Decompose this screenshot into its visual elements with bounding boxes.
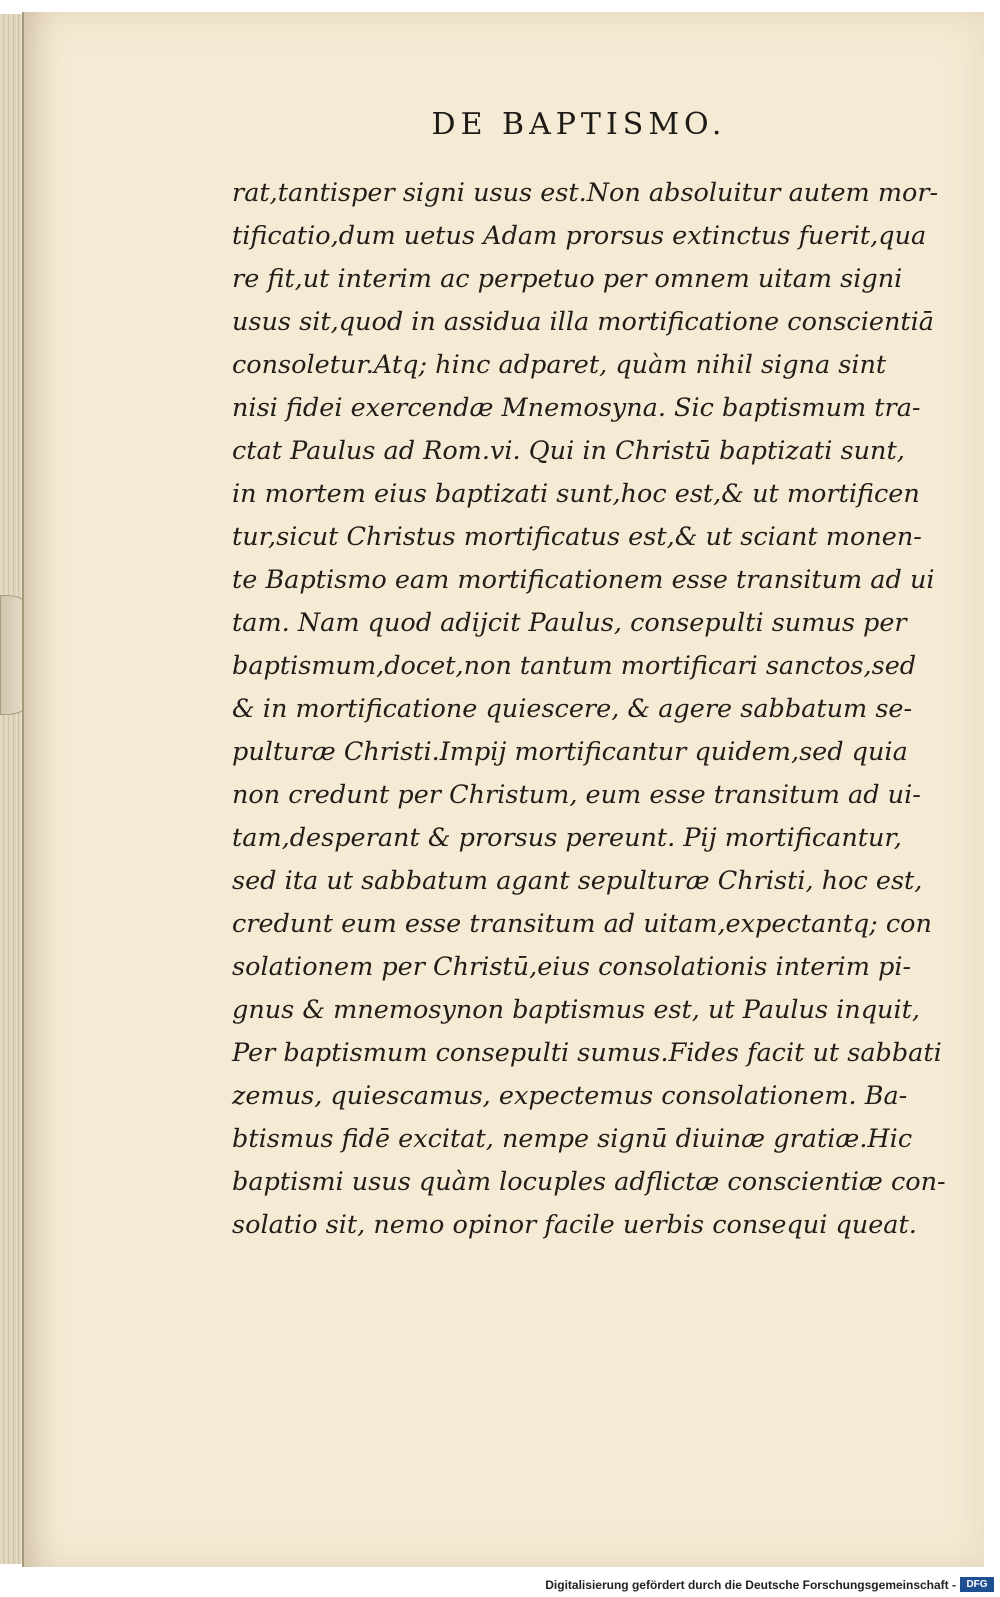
- body-text: [232, 172, 944, 1247]
- footer-bar: [0, 1574, 1000, 1597]
- text-line: nisi fidei exercendæ Mnemosyna. Sic baptismum tra-: [232, 393, 921, 423]
- text-line: re fit,ut interim ac perpetuo per omnem uitam signi: [232, 264, 903, 294]
- text-line: credunt eum esse transitum ad uitam,expectantq; con: [232, 909, 932, 939]
- text-line: usus sit,quod in assidua illa mortificatione conscientiā: [232, 307, 934, 337]
- text-line: in mortem eius baptizati sunt,hoc est,& ut mortificen: [232, 479, 920, 509]
- text-line: te Baptismo eam mortificationem esse transitum ad ui: [232, 565, 935, 595]
- text-line: baptismum,docet,non tantum mortificari sanctos,sed: [232, 651, 917, 681]
- text-line: rat,tantisper signi usus est.Non absoluitur autem mor-: [232, 178, 939, 208]
- text-line: tam,desperant & prorsus pereunt. Pij mortificantur,: [232, 823, 902, 853]
- text-line: zemus, quiescamus, expectemus consolationem. Ba-: [232, 1081, 908, 1111]
- text-line: & in mortificatione quiescere, & agere sabbatum se-: [232, 694, 913, 724]
- dfg-logo: DFG: [960, 1577, 994, 1592]
- text-line: baptismi usus quàm locuples adflictæ conscientiæ con-: [232, 1167, 946, 1197]
- text-line: pulturæ Christi.Impij mortificantur quidem,sed quia: [232, 737, 908, 767]
- text-line: gnus & mnemosynon baptismus est, ut Paulus inquit,: [232, 995, 920, 1025]
- text-line: sed ita ut sabbatum agant sepulturæ Christi, hoc est,: [232, 866, 923, 896]
- text-line: btismus fidē excitat, nempe signū diuinæ gratiæ.Hic: [232, 1124, 913, 1154]
- book-page-edges: [0, 14, 23, 1564]
- book-page: [22, 12, 984, 1567]
- text-line: ctat Paulus ad Rom.vi. Qui in Christū baptizati sunt,: [232, 436, 905, 466]
- text-line: solatio sit, nemo opinor facile uerbis consequi queat.: [232, 1210, 917, 1240]
- text-line: consoletur.Atq; hinc adparet, quàm nihil signa sint: [232, 350, 887, 380]
- text-line: tam. Nam quod adijcit Paulus, consepulti sumus per: [232, 608, 907, 638]
- funding-credit: Digitalisierung gefördert durch die Deutsche Forschungsgemeinschaft -: [545, 1578, 956, 1592]
- running-head: DE BAPTISMO.: [431, 107, 727, 142]
- text-line: non credunt per Christum, eum esse transitum ad ui-: [232, 780, 921, 810]
- text-line: tur,sicut Christus mortificatus est,& ut sciant monen-: [232, 522, 922, 552]
- text-line: tificatio,dum uetus Adam prorsus extinctus fuerit,qua: [232, 221, 927, 251]
- text-line: Per baptismum consepulti sumus.Fides facit ut sabbati: [232, 1038, 942, 1068]
- text-line: solationem per Christū,eius consolationis interim pi-: [232, 952, 912, 982]
